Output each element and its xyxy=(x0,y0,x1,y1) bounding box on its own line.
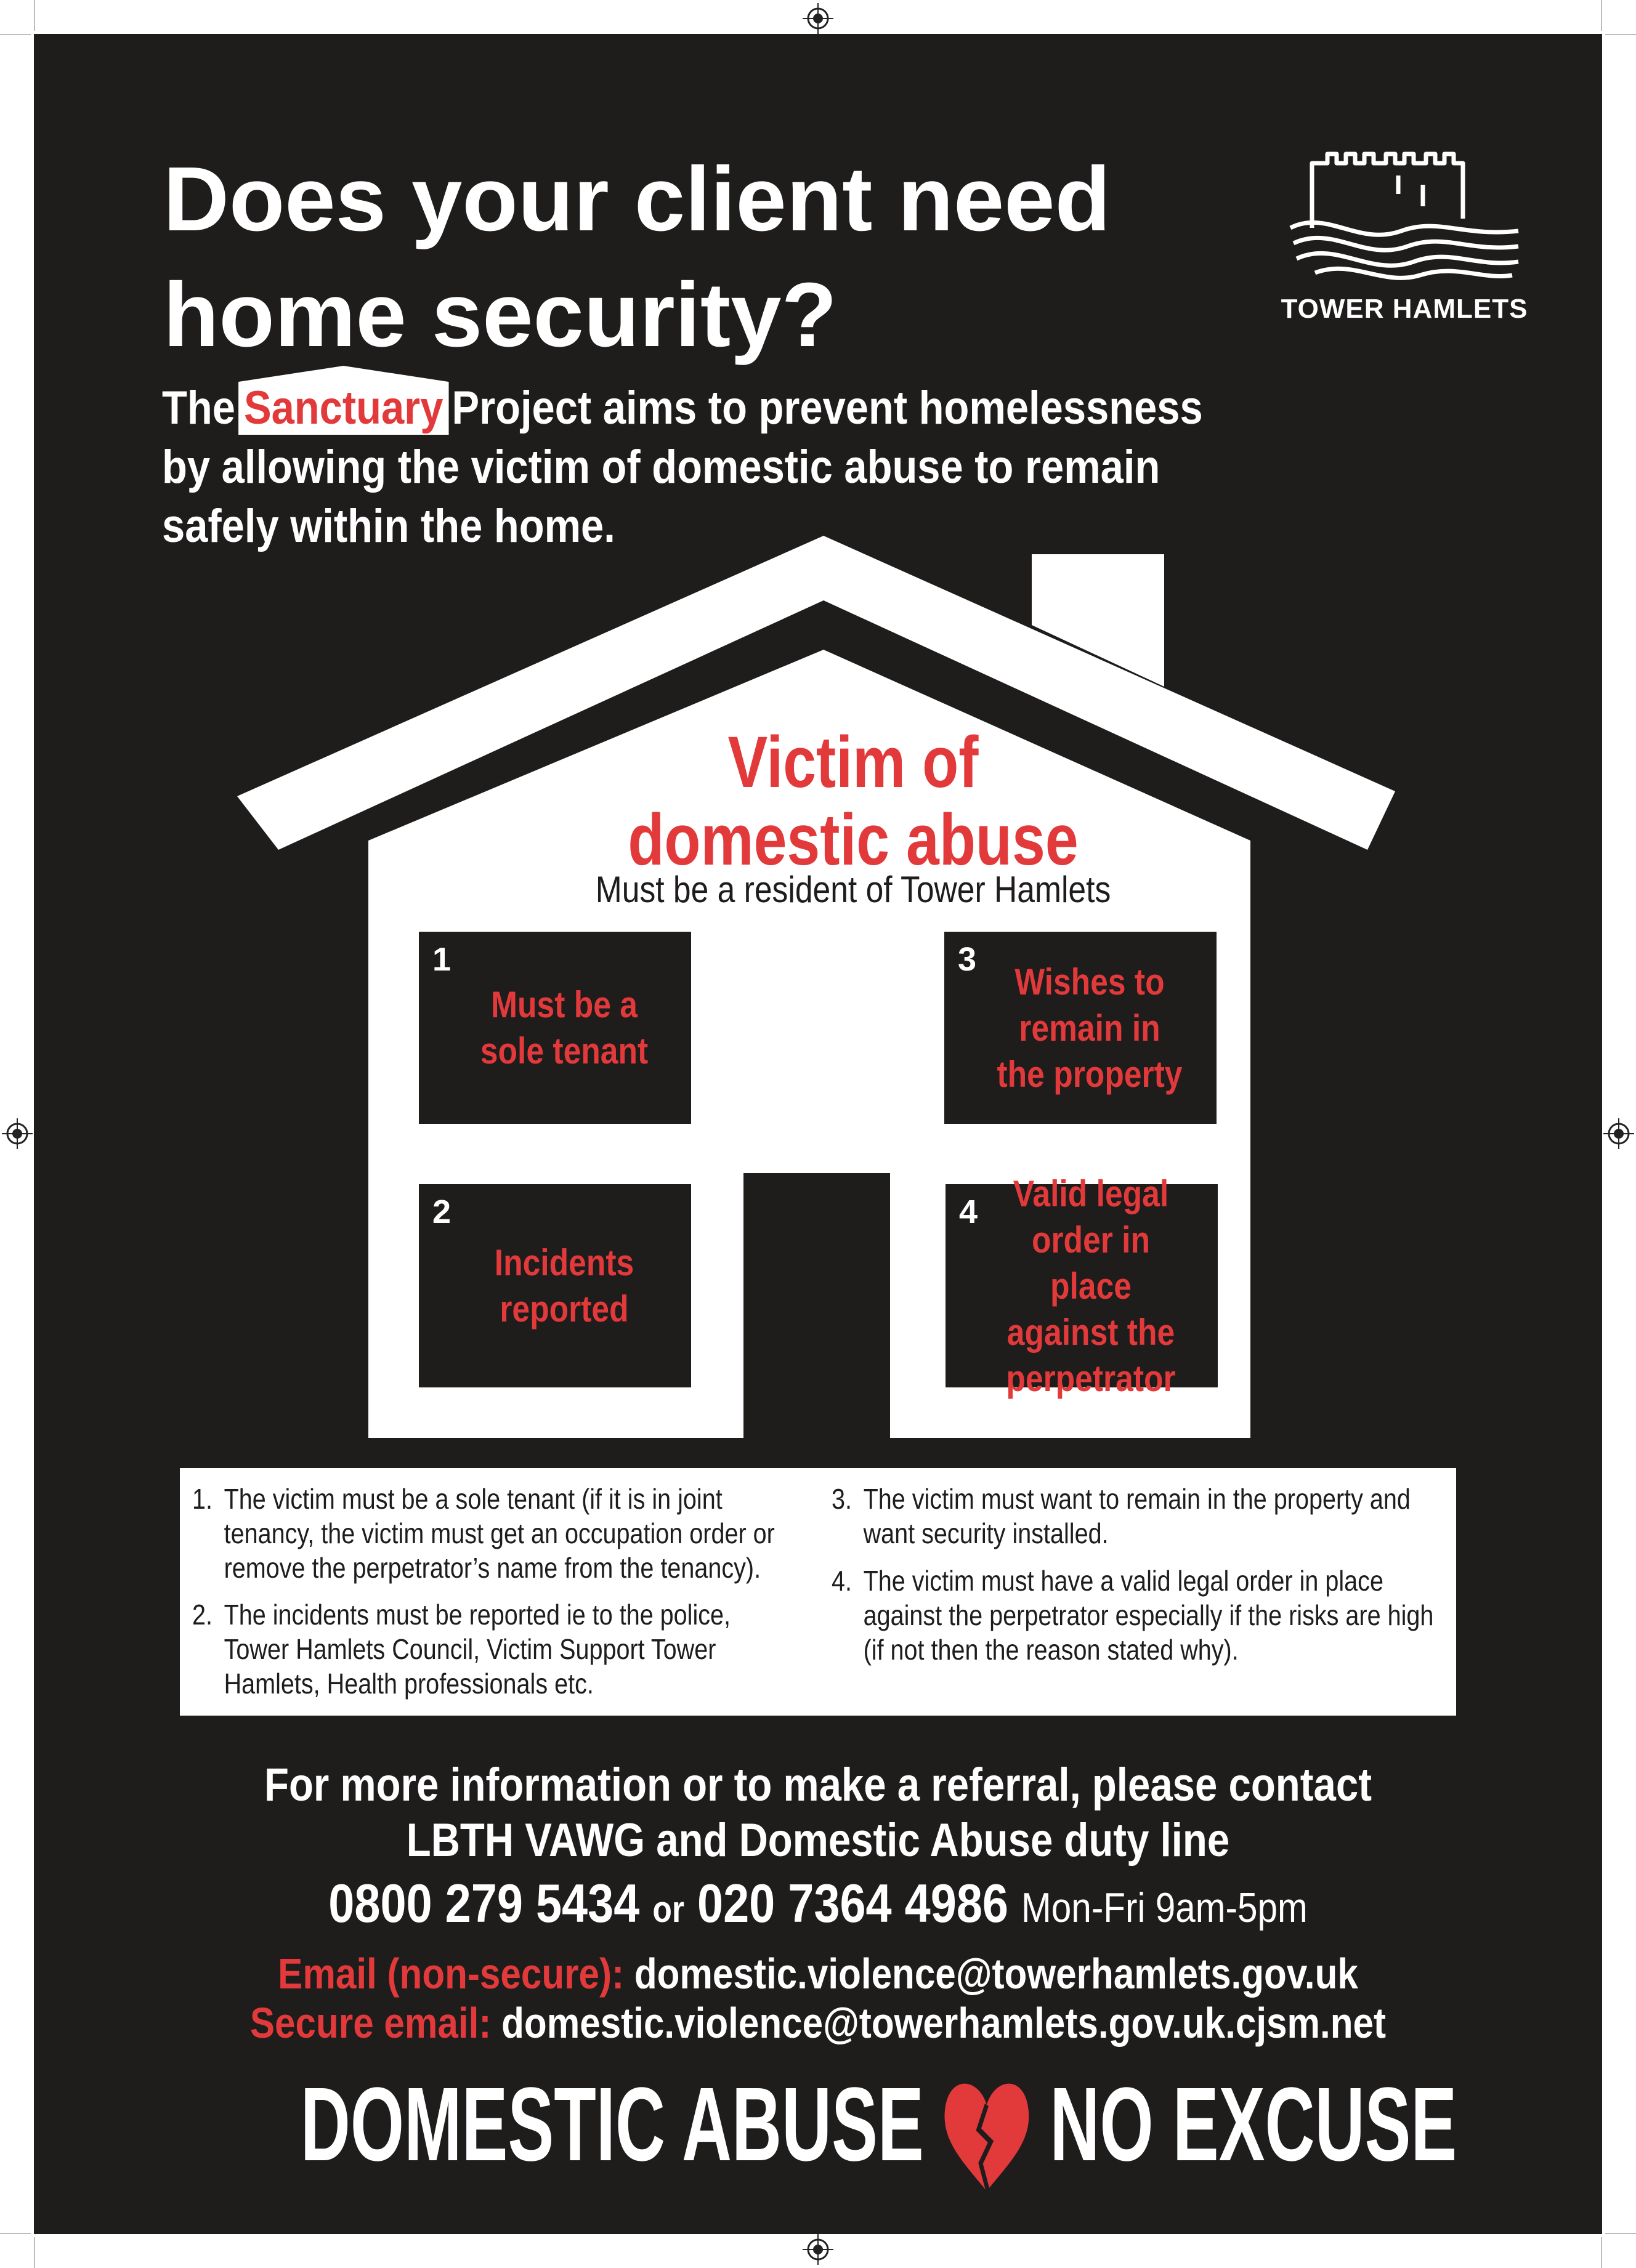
crop-mark xyxy=(34,2237,35,2268)
window-label-line: Must be a xyxy=(490,984,638,1025)
house-title xyxy=(535,724,1171,879)
intro-paragraph xyxy=(162,379,1203,556)
window-label-line: sole tenant xyxy=(480,1030,649,1071)
crop-mark xyxy=(1605,2233,1636,2234)
contact-intro: For more information or to make a referral, please contact xyxy=(264,1759,1372,1811)
criteria-item xyxy=(832,1482,1457,1551)
contact-service-name: LBTH VAWG and Domestic Abuse duty line xyxy=(406,1814,1230,1866)
criteria-item xyxy=(192,1597,796,1701)
window-label-line: the property xyxy=(997,1053,1183,1095)
crop-mark xyxy=(1605,34,1636,35)
email-link[interactable]: domestic.violence@towerhamlets.gov.uk xyxy=(634,1950,1358,1998)
title-line: home security? xyxy=(163,264,837,366)
criteria-number: 3. xyxy=(832,1483,852,1515)
poster xyxy=(34,34,1602,2234)
phone-number-link[interactable]: 0800 279 5434 xyxy=(328,1873,640,1934)
secure-email-row xyxy=(144,1998,1492,2048)
criteria-number: 4. xyxy=(832,1565,852,1597)
intro-line xyxy=(162,379,1203,438)
opening-hours: Mon-Fri 9am-5pm xyxy=(1021,1884,1308,1931)
criterion-window-2 xyxy=(419,1184,691,1387)
criterion-window-3 xyxy=(944,932,1217,1124)
broken-heart-icon xyxy=(940,2071,1034,2194)
sanctuary-highlight: Sanctuary xyxy=(238,382,448,435)
registration-mark-icon xyxy=(803,3,833,34)
window-label-line: remain in xyxy=(1019,1007,1160,1049)
registration-mark-icon xyxy=(2,1118,33,1149)
window-number: 1 xyxy=(432,941,452,978)
criteria-number: 1. xyxy=(192,1483,213,1515)
window-label-line: Wishes to xyxy=(1014,961,1165,1003)
criteria-number: 2. xyxy=(192,1599,213,1631)
criteria-line: want security installed. xyxy=(863,1517,1109,1549)
window-number: 4 xyxy=(959,1193,978,1230)
criteria-line: The victim must be a sole tenant (if it is in joint xyxy=(224,1483,723,1515)
house-title-line: domestic abuse xyxy=(628,799,1079,881)
secure-email-label: Secure email: xyxy=(249,1999,492,2047)
house-title-line: Victim of xyxy=(727,722,979,803)
registration-mark-icon xyxy=(803,2234,833,2265)
window-number: 2 xyxy=(432,1193,452,1230)
title-line: Does your client need xyxy=(163,148,1111,250)
phone-or-text: or xyxy=(652,1889,684,1930)
criteria-line: The victim must want to remain in the property and xyxy=(863,1483,1411,1515)
window-label-line: against the xyxy=(1006,1311,1175,1353)
window-label-line: perpetrator xyxy=(1006,1357,1176,1399)
window-label-line: reported xyxy=(500,1288,629,1330)
window-label xyxy=(986,932,1193,1124)
criterion-window-1 xyxy=(419,932,691,1124)
window-label-line: Valid legal xyxy=(1013,1172,1169,1214)
criteria-list xyxy=(180,1468,1456,1716)
page-title xyxy=(163,142,1210,373)
window-label xyxy=(987,1172,1194,1399)
intro-line: by allowing the victim of domestic abuse to remain xyxy=(162,441,1160,493)
window-label xyxy=(460,932,668,1124)
criteria-line: The incidents must be reported ie to the police, xyxy=(224,1599,731,1631)
criteria-line: The victim must have a valid legal order in place xyxy=(863,1565,1383,1597)
intro-line: safely within the home. xyxy=(162,500,615,552)
criteria-line: Tower Hamlets Council, Victim Support Tower xyxy=(224,1633,716,1665)
criterion-window-4 xyxy=(946,1172,1218,1399)
criteria-line: (if not then the reason stated why). xyxy=(863,1634,1239,1666)
email-row xyxy=(144,1949,1492,1998)
criteria-line: remove the perpetrator’s name from the tenancy). xyxy=(224,1552,761,1584)
secure-email-link[interactable]: domestic.violence@towerhamlets.gov.uk.cjsm.net xyxy=(501,1999,1387,2047)
phone-row xyxy=(144,1872,1492,1935)
window-label-line: Incidents xyxy=(494,1242,634,1283)
crop-mark xyxy=(1601,2237,1602,2268)
crop-mark xyxy=(1601,0,1602,31)
crop-mark xyxy=(34,0,35,31)
registration-mark-icon xyxy=(1603,1118,1634,1149)
criteria-line: tenancy, the victim must get an occupation order or xyxy=(224,1517,775,1549)
email-label: Email (non-secure): xyxy=(278,1950,625,1998)
intro-prefix: The xyxy=(162,382,235,434)
window-label xyxy=(460,1184,668,1387)
crop-mark xyxy=(0,34,31,35)
criteria-line: against the perpetrator especially if the risks are high xyxy=(863,1599,1434,1631)
criteria-item xyxy=(192,1482,796,1585)
crop-mark xyxy=(0,2233,31,2234)
slogan-left: DOMESTIC ABUSE xyxy=(300,2066,924,2183)
slogan-right: NO EXCUSE xyxy=(1050,2066,1457,2183)
window-label-line: order in place xyxy=(1031,1219,1151,1307)
window-number: 3 xyxy=(958,941,977,978)
house-subtitle: Must be a resident of Tower Hamlets xyxy=(595,869,1111,910)
criteria-line: Hamlets, Health professionals etc. xyxy=(224,1668,594,1700)
phone-number-link[interactable]: 020 7364 4986 xyxy=(697,1873,1009,1934)
criteria-item xyxy=(832,1564,1457,1667)
logo-text: TOWER HAMLETS xyxy=(1281,294,1528,324)
slogan xyxy=(300,2063,1457,2194)
intro-line1-rest: Project aims to prevent homelessness xyxy=(452,382,1203,434)
